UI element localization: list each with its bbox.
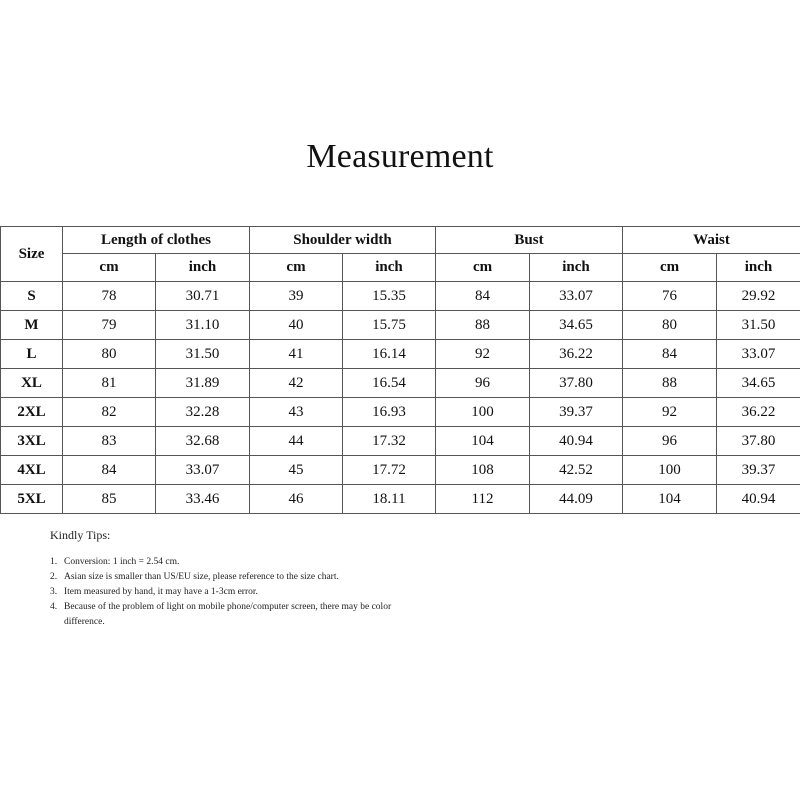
table-cell: 34.65 — [717, 369, 800, 398]
table-cell: 31.50 — [717, 311, 800, 340]
size-label-cell: 2XL — [1, 398, 63, 427]
unit-header-cm: cm — [623, 254, 717, 282]
table-cell: 39.37 — [717, 456, 800, 485]
table-cell: 18.11 — [343, 485, 436, 514]
tips-list — [50, 555, 410, 630]
tips-item — [50, 585, 410, 600]
tips-item-text: Item measured by hand, it may have a 1-3cm error. — [64, 587, 258, 597]
table-cell: 40.94 — [717, 485, 800, 514]
tips-item-number: 4. — [50, 602, 58, 612]
table-cell: 33.46 — [156, 485, 250, 514]
tips-item-number: 3. — [50, 587, 58, 597]
table-cell: 37.80 — [530, 369, 623, 398]
table-cell: 29.92 — [717, 282, 800, 311]
table-cell: 36.22 — [717, 398, 800, 427]
size-label-cell: 5XL — [1, 485, 63, 514]
table-cell: 76 — [623, 282, 717, 311]
size-label-cell: L — [1, 340, 63, 369]
table-cell: 100 — [623, 456, 717, 485]
table-cell: 79 — [63, 311, 156, 340]
table-cell: 31.89 — [156, 369, 250, 398]
size-label-cell: M — [1, 311, 63, 340]
table-cell: 45 — [250, 456, 343, 485]
size-label-cell: 4XL — [1, 456, 63, 485]
table-cell: 42 — [250, 369, 343, 398]
tips-item-text: Because of the problem of light on mobile phone/computer screen, there may be color difference. — [64, 602, 392, 627]
kindly-tips — [50, 528, 410, 630]
unit-header-inch: inch — [343, 254, 436, 282]
table-cell: 82 — [63, 398, 156, 427]
tips-item-number: 1. — [50, 557, 58, 567]
table-cell: 44.09 — [530, 485, 623, 514]
table-row — [1, 282, 800, 311]
table-cell: 16.93 — [343, 398, 436, 427]
table-cell: 32.28 — [156, 398, 250, 427]
size-label-cell: 3XL — [1, 427, 63, 456]
table-row — [1, 311, 800, 340]
shoulder-width-header: Shoulder width — [250, 227, 436, 254]
table-cell: 104 — [623, 485, 717, 514]
table-cell: 17.72 — [343, 456, 436, 485]
table-cell: 33.07 — [530, 282, 623, 311]
table-cell: 16.54 — [343, 369, 436, 398]
bust-header: Bust — [436, 227, 623, 254]
length-of-clothes-header: Length of clothes — [63, 227, 250, 254]
page-title: Measurement — [306, 138, 494, 175]
table-cell: 34.65 — [530, 311, 623, 340]
table-cell: 33.07 — [717, 340, 800, 369]
table-cell: 30.71 — [156, 282, 250, 311]
unit-header-cm: cm — [63, 254, 156, 282]
table-cell: 88 — [623, 369, 717, 398]
size-column-header: Size — [1, 227, 63, 282]
table-cell: 78 — [63, 282, 156, 311]
unit-header-inch: inch — [717, 254, 800, 282]
tips-item-text: Conversion: 1 inch = 2.54 cm. — [64, 557, 180, 567]
unit-header-inch: inch — [156, 254, 250, 282]
table-row — [1, 369, 800, 398]
table-cell: 46 — [250, 485, 343, 514]
table-body — [1, 282, 800, 514]
table-cell: 84 — [436, 282, 530, 311]
table-cell: 44 — [250, 427, 343, 456]
table-cell: 85 — [63, 485, 156, 514]
table-cell: 32.68 — [156, 427, 250, 456]
table-cell: 100 — [436, 398, 530, 427]
size-label-cell: XL — [1, 369, 63, 398]
tips-item-number: 2. — [50, 572, 58, 582]
unit-header-inch: inch — [530, 254, 623, 282]
waist-header: Waist — [623, 227, 800, 254]
table-cell: 81 — [63, 369, 156, 398]
table-cell: 112 — [436, 485, 530, 514]
table-cell: 33.07 — [156, 456, 250, 485]
table-cell: 31.50 — [156, 340, 250, 369]
table-cell: 15.35 — [343, 282, 436, 311]
table-cell: 43 — [250, 398, 343, 427]
table-cell: 39.37 — [530, 398, 623, 427]
table-cell: 37.80 — [717, 427, 800, 456]
size-label-cell: S — [1, 282, 63, 311]
table-cell: 40.94 — [530, 427, 623, 456]
table-cell: 80 — [623, 311, 717, 340]
tips-item — [50, 600, 410, 630]
table-cell: 84 — [623, 340, 717, 369]
table-cell: 96 — [436, 369, 530, 398]
unit-header-cm: cm — [250, 254, 343, 282]
table-cell: 83 — [63, 427, 156, 456]
table-cell: 16.14 — [343, 340, 436, 369]
table-row — [1, 427, 800, 456]
table-row — [1, 485, 800, 514]
table-cell: 39 — [250, 282, 343, 311]
table-cell: 80 — [63, 340, 156, 369]
size-chart-table — [0, 226, 800, 514]
table-cell: 84 — [63, 456, 156, 485]
unit-header-cm: cm — [436, 254, 530, 282]
tips-item — [50, 555, 410, 570]
table-cell: 36.22 — [530, 340, 623, 369]
tips-item-text: Asian size is smaller than US/EU size, please reference to the size chart. — [64, 572, 339, 582]
table-cell: 17.32 — [343, 427, 436, 456]
tips-heading: Kindly Tips: — [50, 528, 111, 542]
table-group-header-row — [1, 227, 800, 254]
table-cell: 42.52 — [530, 456, 623, 485]
table-cell: 108 — [436, 456, 530, 485]
table-cell: 92 — [623, 398, 717, 427]
table-cell: 15.75 — [343, 311, 436, 340]
table-row — [1, 340, 800, 369]
table-cell: 41 — [250, 340, 343, 369]
table-row — [1, 456, 800, 485]
table-cell: 31.10 — [156, 311, 250, 340]
table-row — [1, 398, 800, 427]
tips-item — [50, 570, 410, 585]
table-cell: 92 — [436, 340, 530, 369]
table-cell: 40 — [250, 311, 343, 340]
table-cell: 88 — [436, 311, 530, 340]
table-cell: 104 — [436, 427, 530, 456]
table-cell: 96 — [623, 427, 717, 456]
table-unit-header-row — [1, 254, 800, 282]
